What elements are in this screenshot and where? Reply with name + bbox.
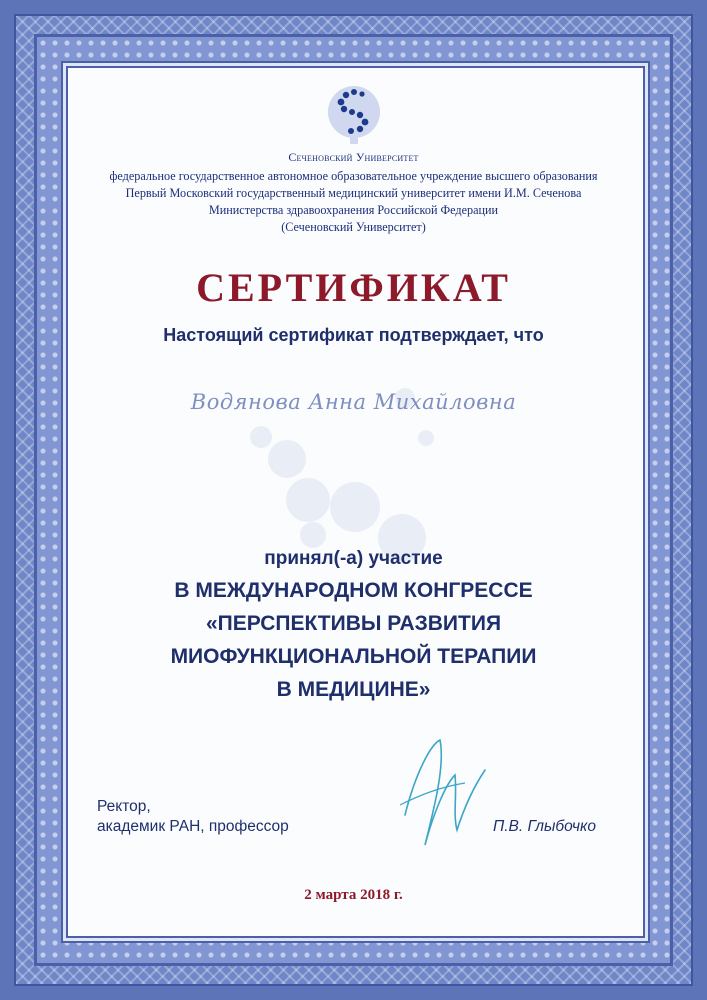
recipient-name: Водянова Анна Михайловна bbox=[190, 390, 517, 414]
event-description bbox=[0, 544, 707, 706]
organization-line: федеральное государственное автономное образовательное учреждение высшего образования bbox=[109, 169, 598, 183]
signatory-name: П.В. Глыбочко bbox=[493, 818, 596, 835]
university-name: Сеченовский Университет bbox=[288, 150, 419, 164]
organization-line: (Сеченовский Университет) bbox=[281, 220, 426, 234]
signatory-title bbox=[97, 797, 289, 837]
organization-line: Первый Московский государственный медицинский университет имени И.М. Сеченова bbox=[125, 186, 582, 200]
event-line: МИОФУНКЦИОНАЛЬНОЙ ТЕРАПИИ bbox=[170, 645, 537, 668]
organization-block bbox=[0, 168, 707, 236]
event-line: В МЕДИЦИНЕ» bbox=[276, 678, 431, 701]
issue-date: 2 марта 2018 г. bbox=[304, 887, 403, 903]
participation-text: принял(-а) участие bbox=[264, 548, 443, 569]
signatory-degree: академик РАН, профессор bbox=[97, 818, 289, 835]
signature bbox=[385, 735, 495, 855]
signatory-role: Ректор, bbox=[97, 798, 151, 815]
certificate-title: СЕРТИФИКАТ bbox=[196, 265, 511, 310]
confirmation-text: Настоящий сертификат подтверждает, что bbox=[163, 325, 544, 345]
event-line: В МЕЖДУНАРОДНОМ КОНГРЕССЕ bbox=[174, 579, 533, 602]
event-line: «ПЕРСПЕКТИВЫ РАЗВИТИЯ bbox=[205, 612, 502, 635]
university-logo bbox=[312, 82, 396, 144]
organization-line: Министерства здравоохранения Российской Федерации bbox=[208, 203, 499, 217]
